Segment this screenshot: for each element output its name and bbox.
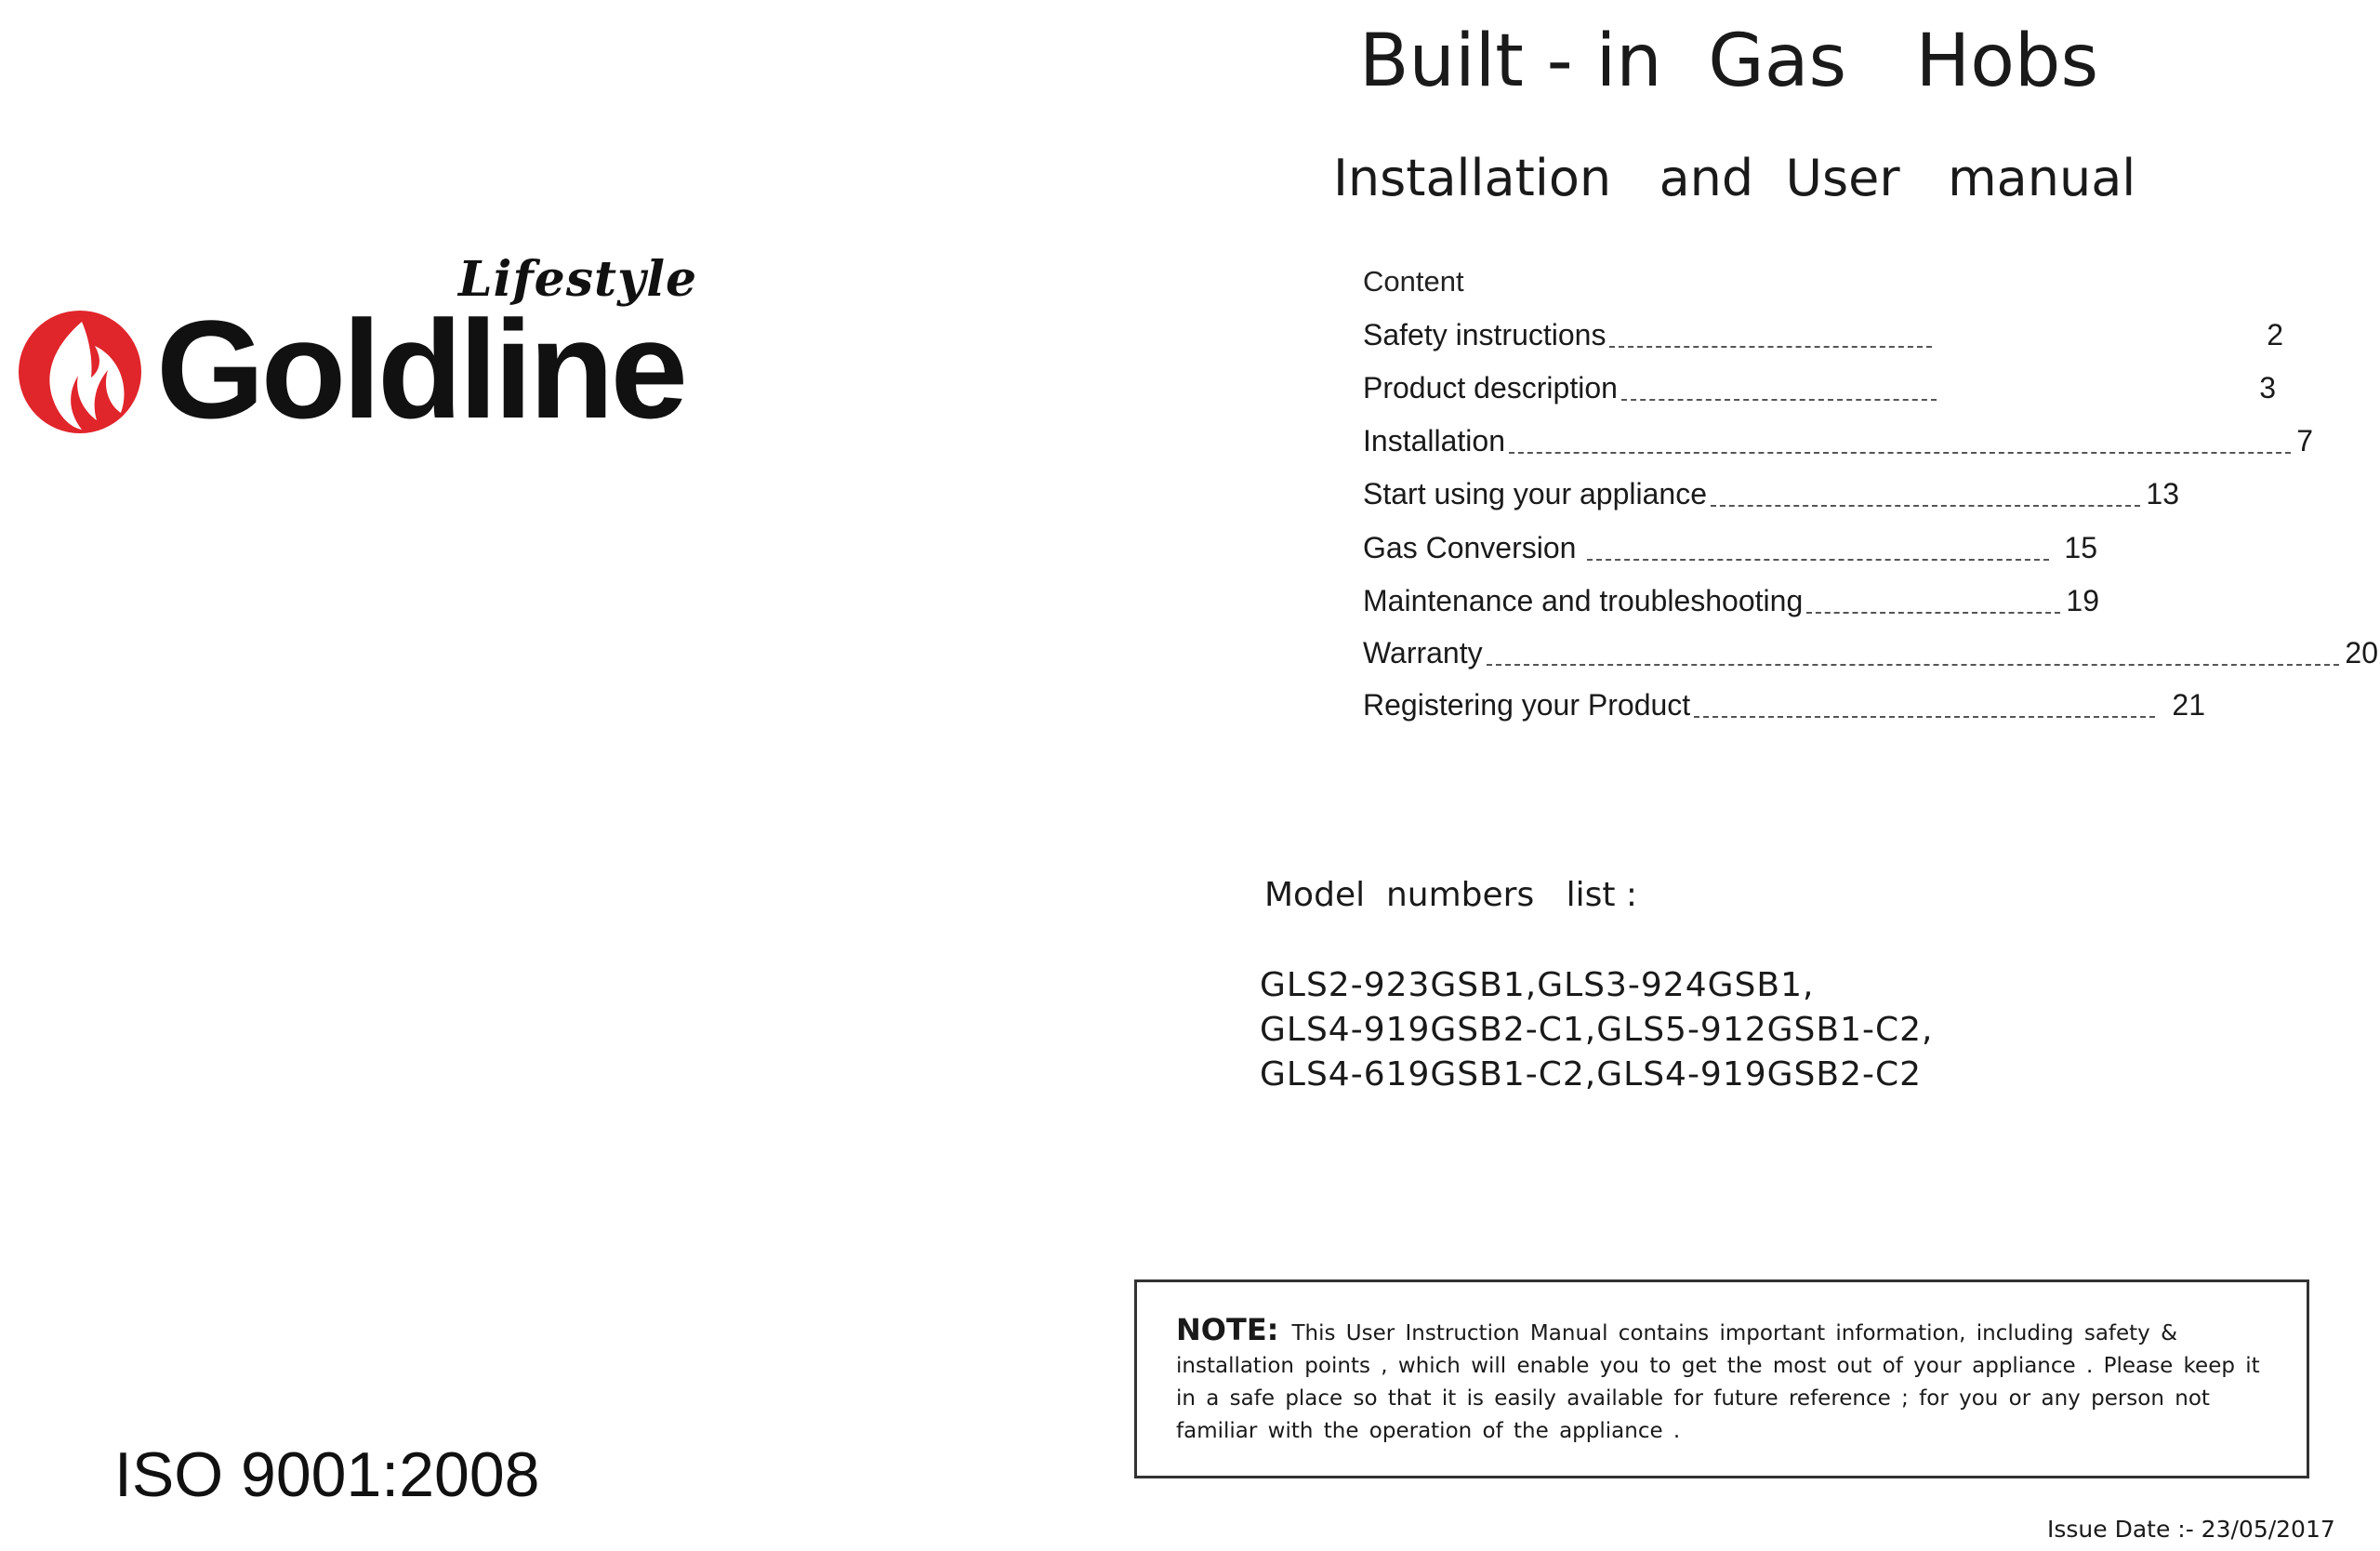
toc-item-maintenance[interactable]: [1363, 584, 2099, 621]
toc-item-warranty[interactable]: [1363, 636, 2378, 673]
toc-item-label: Safety instructions: [1363, 318, 1606, 351]
toc-item-page: 2: [2267, 318, 2283, 351]
toc-leader: [1509, 452, 2291, 454]
model-line: GLS2-923GSB1,GLS3-924GSB1,: [1260, 966, 1815, 1004]
toc-item-page: 21: [2172, 688, 2205, 722]
logo-tagline: Lifestyle: [458, 251, 698, 308]
flame-logo-icon: [17, 309, 143, 435]
issue-date: Issue Date :- 23/05/2017: [2047, 1516, 2335, 1543]
page-title: Built - in Gas Hobs: [1359, 20, 2099, 103]
toc-item-label: Registering your Product: [1363, 688, 1691, 722]
toc-item-registering[interactable]: [1363, 688, 2205, 725]
toc-leader: [1806, 612, 2060, 614]
model-line: GLS4-919GSB2-C1,GLS5-912GSB1-C2,: [1260, 1011, 1934, 1049]
toc-leader: [1609, 346, 1932, 348]
toc-item-page: 7: [2296, 424, 2313, 457]
models-list: [1260, 963, 1933, 1097]
contents-heading: Content: [1363, 265, 1464, 298]
toc-item-label: Start using your appliance: [1363, 477, 1707, 510]
toc-item-page: 20: [2345, 636, 2378, 669]
logo-wordmark: Goldline: [156, 291, 684, 447]
toc-leader: [1694, 716, 2155, 718]
toc-leader: [1487, 664, 2340, 666]
page-subtitle: Installation and User manual: [1333, 149, 2136, 207]
toc-item-label: Warranty: [1363, 636, 1483, 669]
toc-item-label: Installation: [1363, 424, 1505, 457]
toc-leader: [1621, 399, 1937, 401]
toc-leader: [1711, 505, 2140, 507]
models-heading: Model numbers list :: [1264, 876, 1638, 914]
toc-item-page: 19: [2066, 584, 2099, 617]
toc-item-label: Product description: [1363, 371, 1618, 404]
note-box: [1134, 1279, 2309, 1478]
iso-certification: ISO 9001:2008: [114, 1439, 540, 1510]
note-label: NOTE:: [1176, 1312, 1279, 1347]
model-line: GLS4-619GSB1-C2,GLS4-919GSB2-C2: [1260, 1055, 1923, 1094]
toc-item-page: 13: [2146, 477, 2179, 510]
toc-item-gas-conversion[interactable]: [1363, 531, 2097, 568]
toc-item-installation[interactable]: [1363, 424, 2313, 461]
toc-item-page: 3: [2259, 371, 2276, 404]
toc-item-safety-instructions[interactable]: [1363, 318, 2283, 355]
toc-item-start-using[interactable]: [1363, 477, 2179, 514]
toc-leader: [1587, 559, 2049, 561]
toc-item-label: Gas Conversion: [1363, 531, 1577, 564]
toc-item-page: 15: [2064, 531, 2097, 564]
note-text-block: [1176, 1314, 2264, 1448]
toc-item-label: Maintenance and troubleshooting: [1363, 584, 1804, 617]
brand-logo: [17, 251, 698, 447]
toc-item-product-description[interactable]: [1363, 371, 2276, 408]
note-body: This User Instruction Manual contains important information, including safety & installation points , which will enable you to get the most out of your appliance . Please keep it in a safe place so that it is easily available for future reference ; for you or any person not familiar with the operation of the appliance .: [1176, 1321, 2260, 1443]
